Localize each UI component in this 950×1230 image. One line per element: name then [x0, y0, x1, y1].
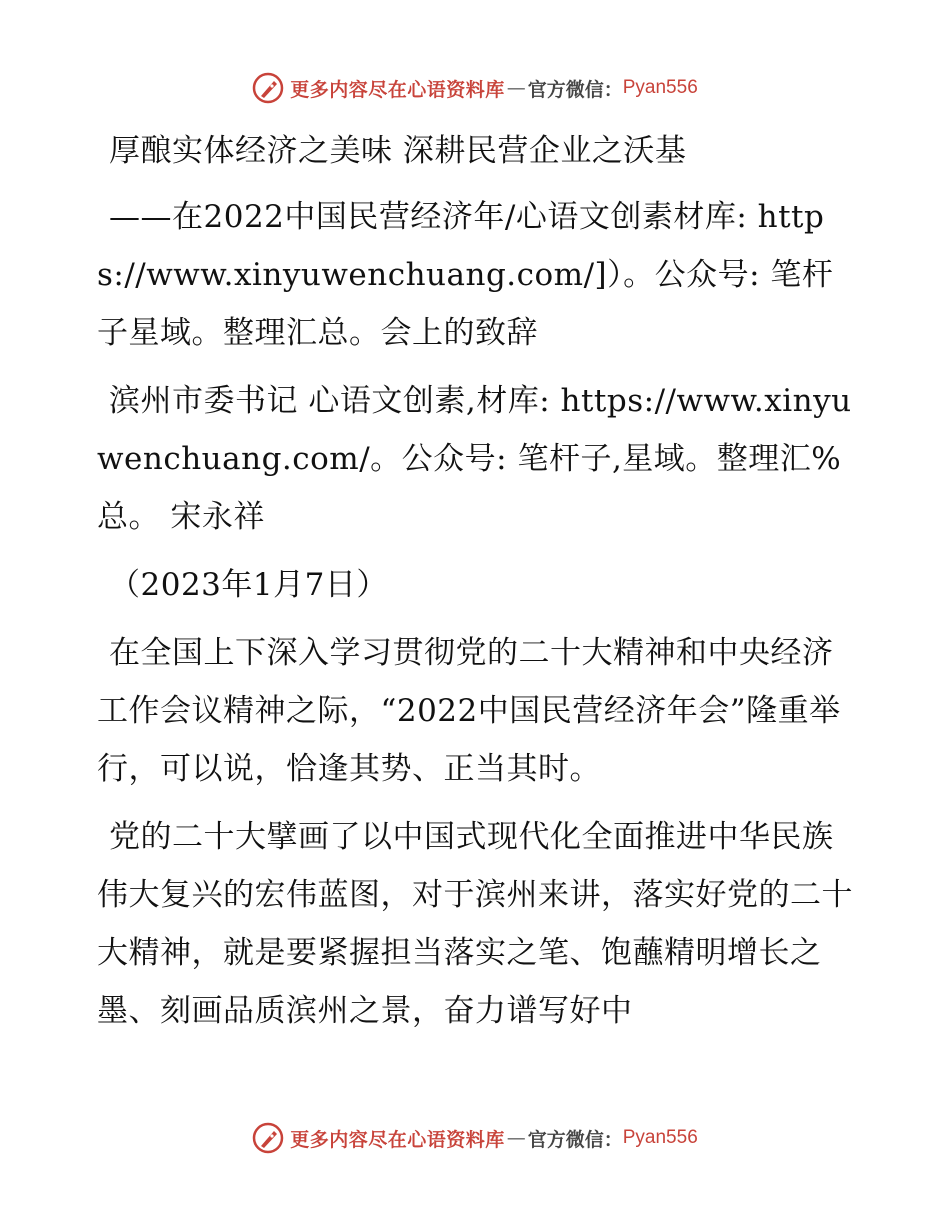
banner-wechat-id: Pyan556 [622, 77, 698, 98]
body-paragraph: 在全国上下深入学习贯彻党的二十大精神和中央经济工作会议精神之际，“2022中国民营经济年会”隆重举行，可以说，恰逢其势、正当其时。 [97, 635, 841, 787]
document-subtitle: ——在2022中国民营经济年/心语文创素材库: https://www.xinyuwenchuang.com/]）。公众号: 笔杆子星域。整理汇总。会上的致辞 [97, 199, 834, 351]
pen-nib-logo-icon [252, 1122, 284, 1154]
body-paragraph: 党的二十大擘画了以中国式现代化全面推进中华民族伟大复兴的宏伟蓝图，对于滨州来讲，落实好党的二十大精神，就是要紧握担当落实之笔、饱蘸精明增长之墨、刻画品质滨州之景，奋力谱写好中 [97, 819, 853, 1029]
document-date: （2023年1月7日） [109, 567, 388, 603]
banner-separator: — [506, 77, 526, 99]
pen-nib-logo-icon [252, 72, 284, 104]
banner-main-text: 更多内容尽在心语资料库 [290, 78, 505, 101]
banner-wechat-id: Pyan556 [622, 1127, 698, 1148]
document-author: 滨州市委书记 心语文创素,材库: https://www.xinyuwenchuang.com/。公众号: 笔杆子,星域。整理汇%总。 宋永祥 [97, 383, 852, 535]
banner-wechat-label: 官方微信： [527, 78, 623, 101]
document-title: 厚酿实体经济之美味 深耕民营企业之沃基 [109, 133, 687, 169]
header-banner [0, 72, 950, 104]
banner-separator: — [506, 1127, 526, 1149]
footer-banner [0, 1122, 950, 1154]
banner-main-text: 更多内容尽在心语资料库 [290, 1128, 505, 1151]
banner-wechat-label: 官方微信： [527, 1128, 623, 1151]
document-body [97, 122, 857, 1050]
